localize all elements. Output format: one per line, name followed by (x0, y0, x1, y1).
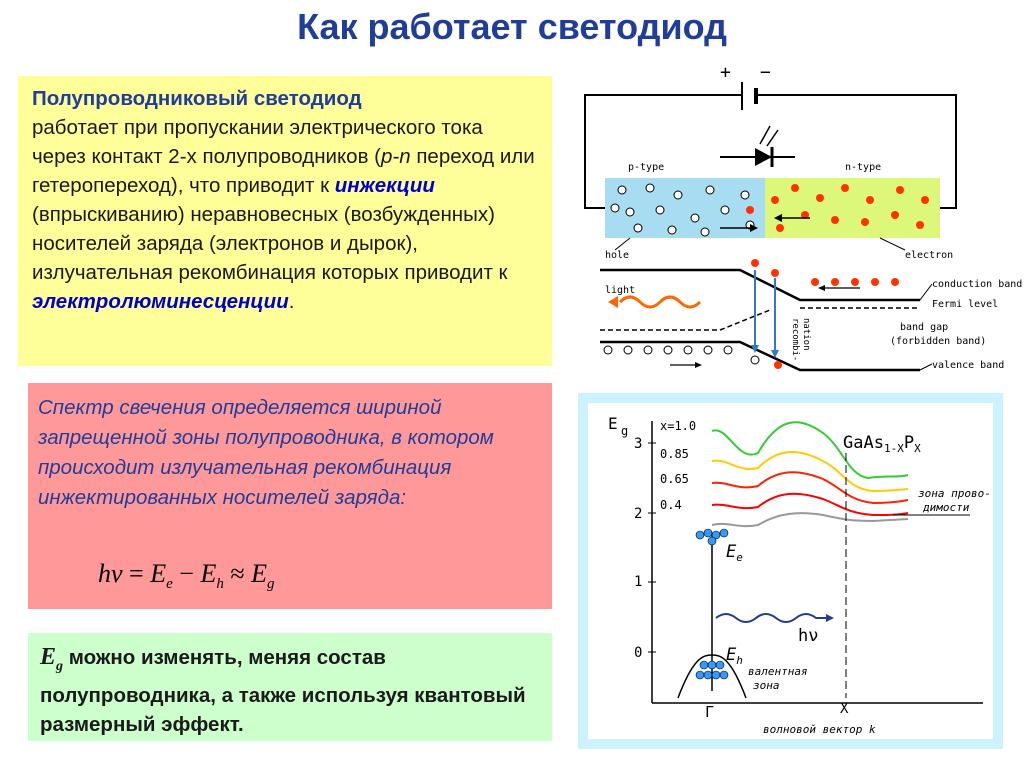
recombination-label: recombi- (790, 318, 800, 362)
band-curve-x085 (712, 452, 908, 491)
svg-text:g: g (621, 424, 629, 438)
injection-term: инжекции (334, 174, 435, 197)
led-text-2: переход или гетеропереход), что приводит к (32, 145, 535, 197)
valence-zone-label: валентная (748, 665, 808, 678)
electron-label: electron (905, 250, 954, 261)
x-point-label: X (840, 701, 849, 717)
compound-label: $GaAs_{1-X}P_X$ (843, 433, 921, 455)
conduction-band-label: conduction band (932, 279, 1023, 290)
eg-axis-label: E (608, 414, 618, 433)
x-label-085: 0.85 (660, 447, 689, 461)
conduction-band-line (600, 270, 920, 300)
band-chart (588, 403, 993, 739)
x-label-1: x=1.0 (660, 419, 697, 433)
p-type-label: p-type (628, 162, 665, 173)
electron-cluster-icon (696, 529, 728, 545)
band-chart-frame (578, 393, 1003, 749)
bandgap-text: можно изменять, меняя состав полупроводника, а также используя квантовый размерный эффект. (40, 646, 526, 736)
page-title: Как работает светодиод (297, 6, 727, 47)
x-label-065: 0.65 (660, 472, 689, 486)
light-label: light (605, 285, 636, 296)
bandgap-box (28, 633, 552, 741)
conduction-zone-label: зона прово- (918, 487, 991, 500)
svg-text:димости: димости (923, 501, 970, 514)
band-gap-label: band gap (900, 322, 949, 333)
plus-sign: + (720, 62, 731, 83)
led-text-1: работает при пропускании электрического тока через контакт 2-х полупроводников ( (32, 116, 483, 168)
eh-label: $E_h$ (726, 645, 743, 667)
svg-text:nation: nation (801, 318, 811, 351)
energy-formula: $h\nu = E_e - E_h \approx E_g$ (98, 559, 275, 593)
light-wave-icon (620, 297, 700, 307)
x-label-04: 0.4 (660, 498, 682, 512)
led-text-3: (впрыскиванию) неравновесных (возбужденных) носителей заряда (электронов и дырок), излучательная рекомбинация которых приводит к (32, 203, 508, 284)
spectrum-text: Спектр свечения определяется шириной запрещенной зоны полупроводника, в котором происходит излучательная рекомбинация инжектированных носителей заряда: (38, 396, 494, 509)
emission-arrow-icon (760, 126, 770, 144)
band-curve-x04 (712, 494, 908, 515)
led-lead: Полупроводниковый светодиод (32, 87, 362, 110)
minus-sign: − (760, 62, 771, 83)
forbidden-band-label: (forbidden band) (890, 336, 987, 347)
spectrum-box (28, 383, 552, 609)
y-tick-2: 2 (634, 506, 643, 522)
eg-symbol: $E_g$ (40, 644, 64, 674)
n-type-label: n-type (845, 162, 882, 173)
electroluminescence-term: электролюминесценции (32, 290, 289, 313)
fermi-level-label: Fermi level (932, 299, 999, 310)
valence-band-label: valence band (932, 360, 1005, 371)
y-tick-0: 0 (634, 645, 643, 661)
svg-text:зона: зона (753, 679, 780, 692)
hole-label: hole (605, 250, 630, 261)
y-tick-1: 1 (634, 574, 643, 590)
ee-label: $E_e$ (726, 542, 743, 564)
led-text-end: . (288, 290, 295, 313)
diode-icon (755, 148, 772, 166)
gamma-label: Γ (705, 703, 715, 721)
photon-wave-icon (716, 614, 826, 622)
led-diagram (560, 60, 1024, 380)
led-description-box (18, 76, 552, 366)
wavevector-label: волновой вектор k (763, 723, 876, 736)
hv-label: hν (798, 626, 819, 646)
y-tick-3: 3 (634, 436, 643, 452)
pn-term: p-n (381, 145, 411, 168)
